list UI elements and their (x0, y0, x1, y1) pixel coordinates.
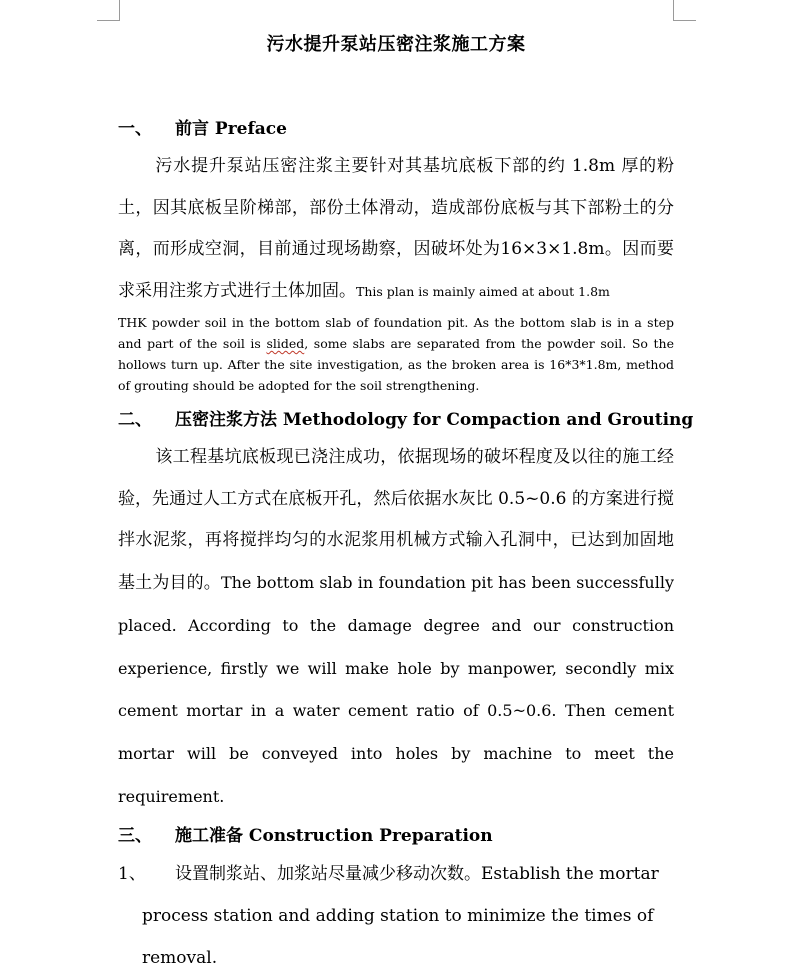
item-number: 1、 (118, 864, 146, 884)
crop-mark-top-right (673, 0, 696, 21)
section-number: 二、 (118, 410, 152, 430)
section-number: 一、 (118, 119, 152, 139)
item-line-2: process station and adding station to minimize the times of removal. (142, 906, 654, 968)
spelling-flag-word: slided (266, 336, 305, 351)
preface-text-en-lead: This plan is mainly aimed at about 1.8m (356, 284, 610, 300)
methodology-text-en: The bottom slab in foundation pit has been successfully placed. According to the damage degree and our construction experience, firstly we will make hole by manpower, secondly mix cement mortar in a water cement ratio of 0.5~0.6. Then cement mortar will be conveyed into holes by machine to meet the requirement. (118, 573, 675, 806)
preface-en-part-1: THK powder soil in the bottom slab of foundation pit. As the bottom slab is in a step and part of the soil is (118, 315, 674, 351)
section-heading-preface (118, 114, 287, 139)
section-title: 前言 Preface (175, 119, 287, 139)
section-number: 三、 (118, 826, 152, 846)
preface-english-text (118, 312, 674, 396)
preface-paragraph (118, 146, 674, 313)
document-title: 污水提升泵站压密注浆施工方案 (266, 34, 526, 55)
section-heading-methodology (118, 405, 693, 430)
item-line-1: 设置制浆站、加浆站尽量减少移动次数。Establish the mortar (175, 864, 659, 884)
section-title: 压密注浆方法 Methodology for Compaction and Grouting (175, 410, 694, 430)
crop-mark-top-left (97, 0, 120, 21)
section-heading-preparation (118, 821, 493, 846)
preface-text-cn: 污水提升泵站压密注浆主要针对其基坑底板下部的约 1.8m 厚的粉土，因其底板呈阶梯部，部份土体滑动，造成部份底板与其下部粉土的分离，而形成空洞，目前通过现场勘察，因破坏处为16×3×1.8m。因而要求采用注浆方式进行土体加固。 (118, 156, 674, 302)
preface-en-part-2: , some slabs are separated from the powder soil. So the hollows turn up. After the site investigation, as the broken area is 16*3*1.8m, method of grouting should be adopted for the soil strengthening. (118, 336, 674, 393)
section-title: 施工准备 Construction Preparation (175, 826, 493, 846)
list-item (118, 853, 674, 979)
methodology-paragraph (118, 437, 674, 818)
methodology-text-cn: 该工程基坑底板现已浇注成功，依据现场的破坏程度及以往的施工经验，先通过人工方式在底板开孔，然后依据水灰比 0.5~0.6 的方案进行搅拌水泥浆，再将搅拌均匀的水泥浆用机械方式输入孔洞中，已达到加固地基土为目的。 (118, 447, 674, 594)
